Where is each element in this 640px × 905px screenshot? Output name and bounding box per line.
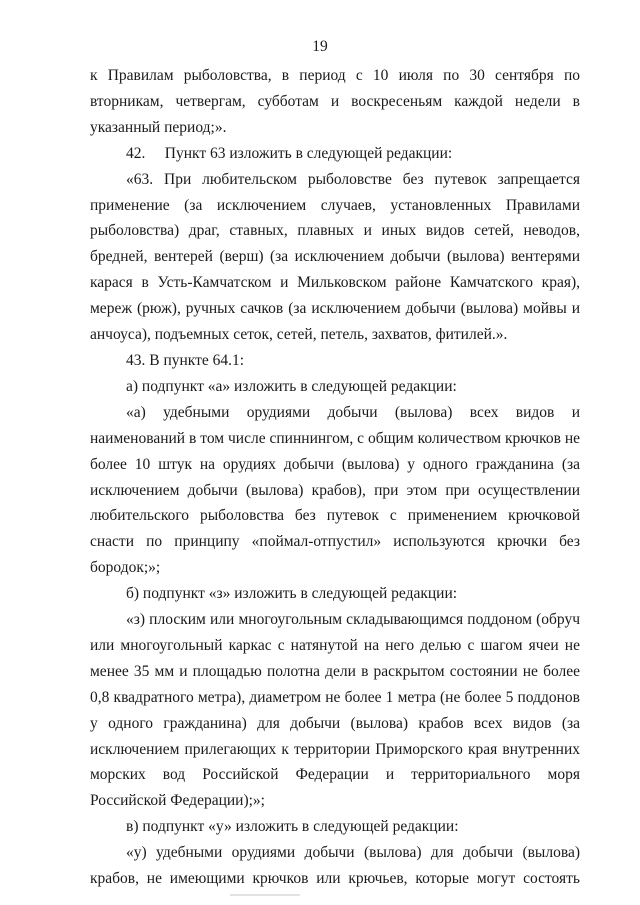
paragraph-quote-u: «у) удебными орудиями добычи (вылова) для добычи (вылова) крабов, не имеющими крючков или крючьев, которые могут состоять bbox=[90, 844, 580, 888]
paragraph-subitem-a: а) подпункт «а» изложить в следующей редакции: bbox=[126, 377, 457, 395]
paragraph-quote-a: «а) удебными орудиями добычи (вылова) всех видов и наименований в том числе спиннингом, с общим количеством крючков не более 10 штук на орудиях добычи (вылова) у одного гражданина (за исключением добычи (вылова) крабов), при этом при осуществлении любительского рыболовства без путевок с применением крючковой снасти по принципу «поймал-отпустил» используются крючки без бородок;»; bbox=[90, 403, 580, 577]
paragraph-continuation: к Правилам рыболовства, в период с 10 июля по 30 сентября по вторникам, четвергам, субботам и воскресеньям каждой недели в указанный период;». bbox=[90, 67, 580, 136]
paragraph-subitem-b: б) подпункт «з» изложить в следующей редакции: bbox=[126, 585, 458, 603]
paragraph-item-43: 43. В пункте 64.1: bbox=[126, 351, 245, 369]
page-number: 19 bbox=[312, 38, 328, 55]
paragraph-subitem-v: в) подпункт «у» изложить в следующей редакции: bbox=[126, 818, 459, 836]
paragraph-quote-63: «63. При любительском рыболовстве без путевок запрещается применение (за исключением случаев, установленных Правилами рыболовства) драг, ставных, плавных и иных видов сетей, неводов, бредней, вентерей (верш) (за исключением добычи (вылова) вентерями карася в Усть-Камчатском и Мильковском районе Камчатского края), мереж (рюж), ручных сачков (за исключением добычи (вылова) мойвы и анчоуса), подъемных сеток, сетей, петель, захватов, фитилей.». bbox=[90, 170, 580, 344]
document-body bbox=[90, 63, 580, 892]
paragraph-item-42: 42. Пункт 63 изложить в следующей редакции: bbox=[126, 144, 453, 162]
paragraph-quote-z: «з) плоским или многоугольным складывающимся поддоном (обруч или многоугольный каркас с натянутой на него делью с шагом ячеи не менее 35 мм и площадью полотна дели в раскрытом состоянии не более 0,8 квадратного метра), диаметром не более 1 метра (не более 5 поддонов у одного гражданина) для добычи (вылова) крабов всех видов (за исключением прилегающих к территории Приморского края внутренних морских вод Российской Федерации и территориального моря Российской Федерации);»; bbox=[90, 611, 580, 810]
scan-artifact bbox=[230, 894, 300, 896]
